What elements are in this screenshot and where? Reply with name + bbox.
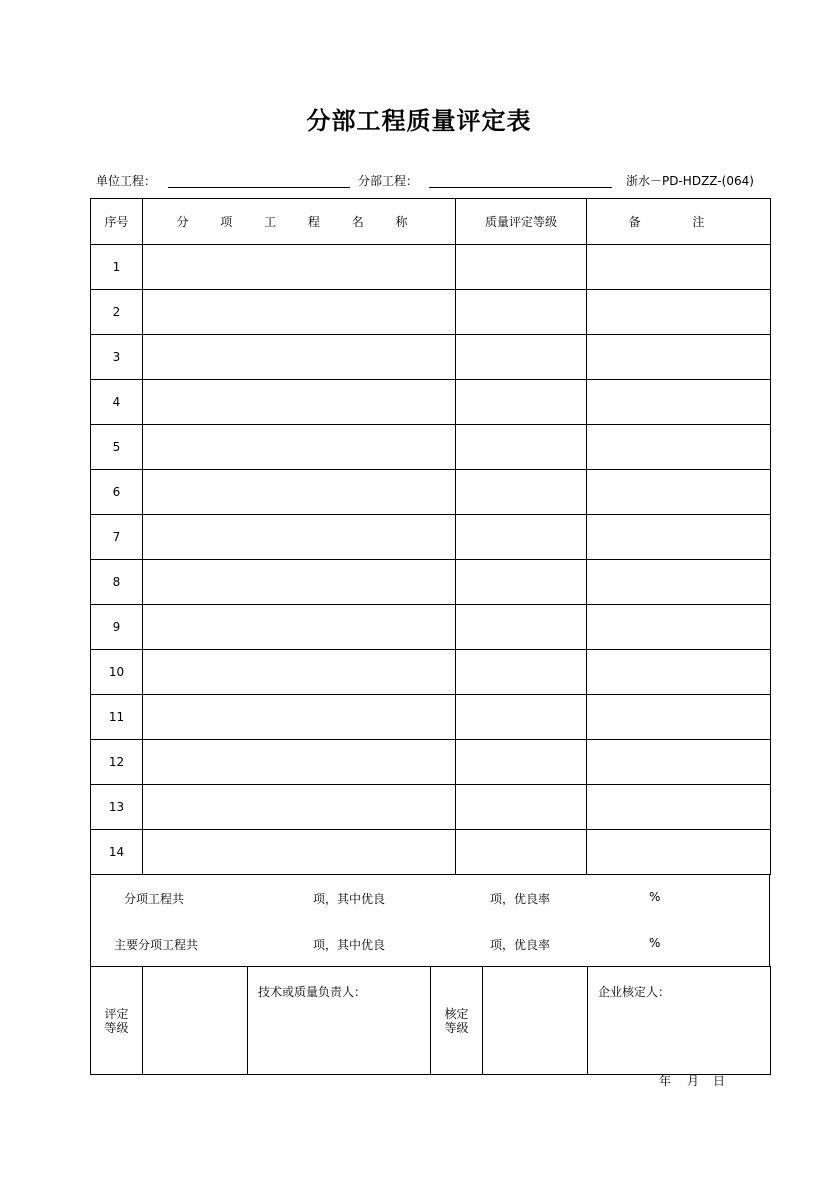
grade-cell[interactable] [456,605,587,650]
grade-cell[interactable] [456,560,587,605]
summary-major-excellent-label: 项，其中优良 [313,938,386,952]
evaluation-table [90,198,771,875]
remarks-cell[interactable] [587,515,771,560]
form-code: 浙水－PD-HDZZ-(064) [626,174,754,188]
summary-section [90,875,770,967]
date-day-label: 日 [713,1074,726,1088]
responsible-person-label: 技术或质量负责人： [258,985,367,999]
table-row [91,740,771,785]
verifier-cell[interactable] [588,967,771,1075]
grade-cell[interactable] [456,380,587,425]
grade-label-line1: 评定 [104,1006,129,1021]
header-info [0,172,838,192]
verified-grade-line1: 核定 [444,1006,469,1021]
grade-cell[interactable] [456,515,587,560]
table-row [91,830,771,875]
summary-major-percent-sign: % [649,936,661,950]
item-name-cell[interactable] [143,830,456,875]
col-header-index: 序号 [91,199,143,245]
table-row [91,470,771,515]
grade-cell[interactable] [456,470,587,515]
table-row [91,605,771,650]
grade-cell[interactable] [456,290,587,335]
grade-label [91,967,143,1075]
remarks-cell[interactable] [587,470,771,515]
table-header-row [91,199,771,245]
table-row [91,785,771,830]
row-index: 5 [91,425,143,470]
table-row [91,425,771,470]
row-index: 13 [91,785,143,830]
item-name-cell[interactable] [143,425,456,470]
evaluation-signoff-table [90,966,771,1075]
table-row [91,560,771,605]
row-index: 12 [91,740,143,785]
subunit-project-field[interactable] [429,187,612,188]
table-row [91,290,771,335]
row-index: 6 [91,470,143,515]
remarks-cell[interactable] [587,290,771,335]
item-name-cell[interactable] [143,605,456,650]
item-name-cell[interactable] [143,290,456,335]
row-index: 1 [91,245,143,290]
row-index: 11 [91,695,143,740]
col-header-item-name: 分 项 工 程 名 称 [143,199,456,245]
remarks-cell[interactable] [587,830,771,875]
grade-cell[interactable] [456,785,587,830]
remarks-cell[interactable] [587,740,771,785]
remarks-cell[interactable] [587,245,771,290]
remarks-cell[interactable] [587,425,771,470]
remarks-cell[interactable] [587,785,771,830]
summary-total-label: 分项工程共 [124,892,185,906]
item-name-cell[interactable] [143,515,456,560]
summary-major-total-label: 主要分项工程共 [114,938,199,952]
responsible-person-cell[interactable] [248,967,431,1075]
item-name-cell[interactable] [143,470,456,515]
table-row [91,245,771,290]
item-name-cell[interactable] [143,335,456,380]
row-index: 3 [91,335,143,380]
verified-grade-label [431,967,483,1075]
table-row [91,695,771,740]
grade-cell[interactable] [456,740,587,785]
item-name-cell[interactable] [143,245,456,290]
item-name-cell[interactable] [143,785,456,830]
remarks-cell[interactable] [587,695,771,740]
unit-project-label: 单位工程： [96,174,157,188]
item-name-cell[interactable] [143,650,456,695]
item-name-cell[interactable] [143,560,456,605]
row-index: 4 [91,380,143,425]
summary-excellent-label: 项，其中优良 [313,892,386,906]
item-name-cell[interactable] [143,695,456,740]
item-name-cell[interactable] [143,380,456,425]
summary-major-rate-label: 项，优良率 [490,938,551,952]
table-row [91,380,771,425]
summary-rate-label: 项，优良率 [490,892,551,906]
unit-project-field[interactable] [168,187,350,188]
remarks-cell[interactable] [587,335,771,380]
row-index: 7 [91,515,143,560]
col-header-remarks: 备 注 [587,199,771,245]
col-header-grade: 质量评定等级 [456,199,587,245]
table-row [91,650,771,695]
remarks-cell[interactable] [587,560,771,605]
remarks-cell[interactable] [587,380,771,425]
table-row [91,335,771,380]
grade-cell[interactable] [456,245,587,290]
row-index: 9 [91,605,143,650]
row-index: 8 [91,560,143,605]
grade-label-line2: 等级 [104,1020,129,1035]
form-title: 分部工程质量评定表 [306,107,532,135]
row-index: 10 [91,650,143,695]
verifier-label: 企业核定人： [598,985,671,999]
grade-cell[interactable] [456,335,587,380]
remarks-cell[interactable] [587,605,771,650]
grade-value-cell[interactable] [143,967,248,1075]
grade-cell[interactable] [456,695,587,740]
date-month-label: 月 [687,1074,700,1088]
subunit-project-label: 分部工程： [358,174,419,188]
grade-cell[interactable] [456,425,587,470]
grade-cell[interactable] [456,830,587,875]
grade-cell[interactable] [456,650,587,695]
row-index: 14 [91,830,143,875]
row-index: 2 [91,290,143,335]
verified-grade-value-cell[interactable] [483,967,588,1075]
date-year-label: 年 [659,1074,672,1088]
verified-grade-line2: 等级 [444,1020,469,1035]
item-name-cell[interactable] [143,740,456,785]
remarks-cell[interactable] [587,650,771,695]
summary-percent-sign: % [649,890,661,904]
table-row [91,515,771,560]
